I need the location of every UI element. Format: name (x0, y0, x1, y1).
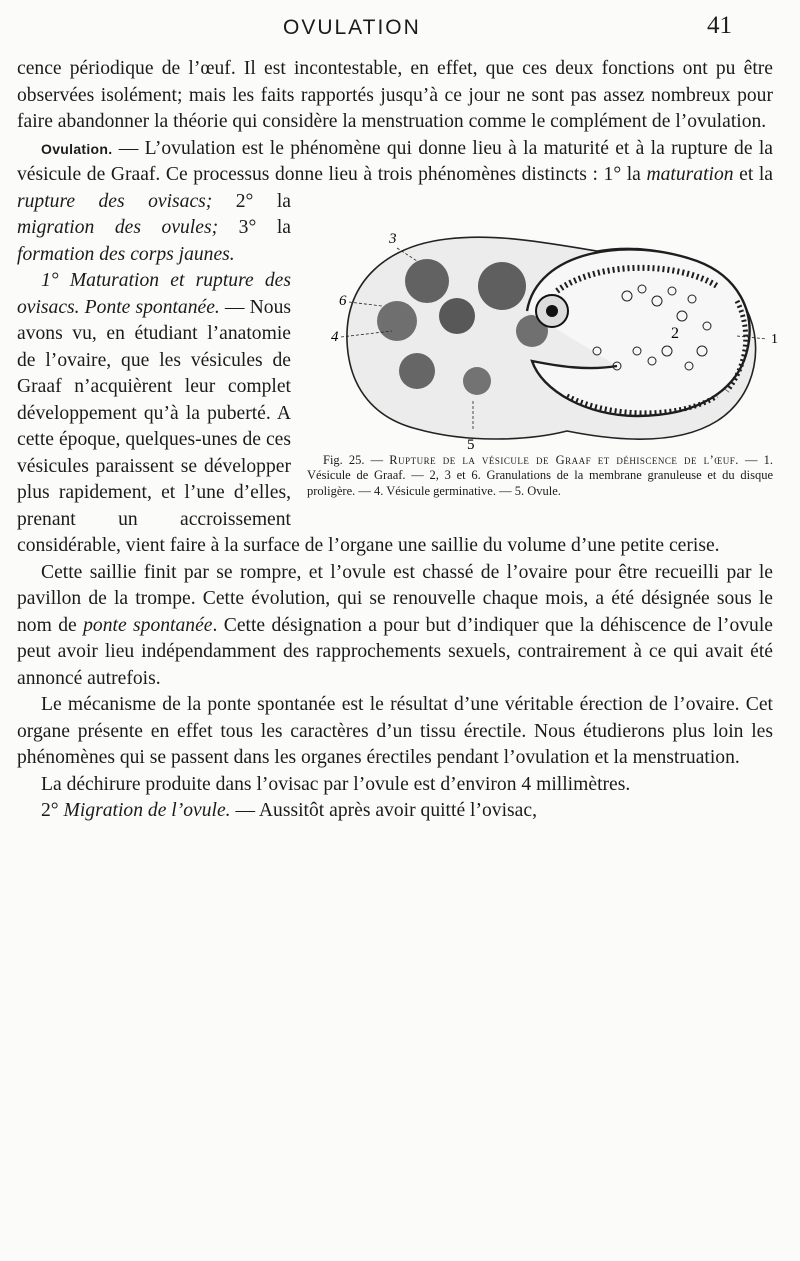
subsection-heading: 1° Maturation et rupture des ovisacs. Ponte spontanée. (17, 270, 291, 318)
paragraph-text: — Aussitôt après avoir quitté l’ovisac, (230, 800, 537, 821)
enum-2-term: migration des ovules; (17, 217, 219, 238)
enum-1-rest: et la (733, 164, 773, 185)
figure-label-2: 2 (671, 324, 679, 342)
figure-label-6: 6 (339, 292, 347, 309)
figure-caption-title: Rupture de la vésicule de Graaf et déhiscence de l’œuf. (389, 452, 739, 467)
paragraph-dechirure (17, 772, 773, 799)
page-header (0, 0, 800, 56)
figure-caption-lead: Fig. 25. — (323, 452, 390, 467)
enum-1-num: 1° la (603, 164, 647, 185)
figure-label-3: 3 (389, 230, 397, 247)
figure-25 (297, 191, 785, 522)
section-run-in-heading: Ovulation. (41, 140, 113, 157)
figure-label-1: 1 (771, 331, 778, 347)
emphasis-term: ponte spontanée (83, 614, 213, 636)
figure-caption-body: — 1. Vésicule de Graaf. — 2, 3 et 6. Granulations de la membrane granuleuse et du disque proligère. — 4. Vésicule germinative. — 5. Ovule. (307, 452, 773, 498)
subsection-heading: Migration de l’ovule. (63, 800, 231, 821)
paragraph-mecanisme (17, 692, 773, 772)
paragraph-text: Cette saillie finit par se rompre, et l’ovule est chassé de l’ovaire pour être recueilli par le pavillon de la trompe. Cette évolution, qui se renouvelle chaque mois, a été désignée sous le nom de (17, 561, 773, 636)
enum-3-num: 3° la (218, 217, 291, 238)
paragraph-text: Le mécanisme de la ponte spontanée est le résultat d’une véritable érection de l’ovaire. Cet organe présente en effet tous les caractères d’un tissu érectile. Nous étudierons plus loin les phénomènes qui se passent dans les organes érectiles pendant l’ovulation et la menstruation. (17, 694, 773, 768)
paragraph-text: cence périodique de l’œuf. Il est incontestable, en effet, que ces deux fonctions ont pu être observées isolément; mais les faits rapportés jusqu’à ce jour ne sont pas assez nombreux pour faire abandonner la théorie qui considère la menstruation comme le complément de l’ovulation. (17, 58, 773, 132)
paragraph-text: — L’ovulation est le phénomène qui donne lieu à la maturité et à la rupture de la vésicule de Graaf. Ce processus donne lieu à trois phénomènes distincts : (17, 137, 773, 185)
figure-caption (307, 453, 773, 500)
paragraph-text: . Cette désignation a pour but d’indiquer que la déhiscence de l’ovule peut avoir lieu indépendamment des rapprochements sexuels, contrairement à ce qui avait été annoncé autrefois. (17, 614, 773, 689)
paragraph-intro-continued (17, 56, 773, 136)
enum-num: 2° (41, 800, 64, 821)
paragraph-text: — Nous avons vu, en étudiant l’anatomie de l’ovaire, que les vésicules de Graaf n’acquièrent leur complet développement qu’à la puberté. A cette époque, quelques-unes de ces vésicules paraissent se développer plus rapidement, et l’une d’elles, prenant un accroissement considérable, vient faire à la surface de l’organe une saillie du volume d’une petite cerise. (17, 296, 720, 556)
page-number: 41 (707, 12, 732, 39)
paragraph-migration (17, 798, 773, 825)
enum-1-term: maturation (646, 164, 734, 185)
figure-illustration (297, 191, 785, 453)
paragraph-ponte (17, 560, 773, 693)
enum-1-term-2: rupture des ovisacs; (17, 190, 213, 212)
enum-2-num: 2° la (212, 190, 291, 212)
figure-label-4: 4 (331, 328, 339, 345)
figure-label-5: 5 (467, 436, 475, 453)
enum-3-term: formation des corps jaunes. (17, 243, 235, 265)
running-head: OVULATION (283, 16, 421, 39)
paragraph-text: La déchirure produite dans l’ovisac par l’ovule est d’environ 4 millimètres. (41, 773, 631, 795)
body-text (17, 56, 778, 825)
